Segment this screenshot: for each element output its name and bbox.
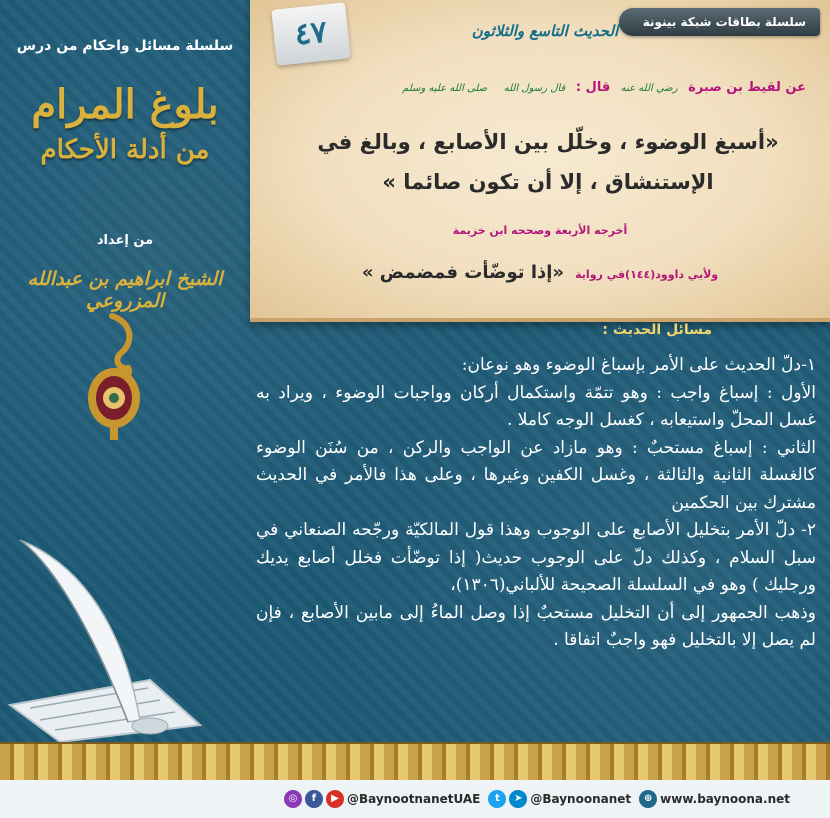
masael-paragraph: ١-دلّ الحديث على الأمر بإسباغ الوضوء وهو نوعان: (461, 355, 816, 375)
hadith-card (250, 0, 830, 322)
other-narration-text: «إذا توضّأت فمضمض » (361, 262, 565, 283)
masael-body (256, 352, 816, 655)
other-narration-prefix: ولأبي داوود(١٤٤)في رواية (575, 268, 719, 281)
instagram-icon[interactable]: ◎ (284, 790, 302, 808)
series-label: سلسلة مسائل واحكام من درس (16, 38, 234, 54)
social-group-2 (488, 790, 631, 808)
social-group-1 (284, 790, 480, 808)
masael-paragraph: الثاني : إسباغ مستحبٌ : وهو مازاد عن الواجب والركن ، من سُنَن الوضوء كالغسلة الثانية والثالثة ، وغسل الكفين وغيرها ، وعلى هذا فالأمر في الحديث مشترك بين الحكمين (256, 437, 816, 513)
social-handle-2[interactable]: @Baynoonanet (530, 792, 632, 806)
hadith-text: «أسبغ الوضوء ، وخلّل بين الأصابع ، وبالغ في الإستنشاق ، إلا أن تكون صائما » (317, 130, 779, 194)
facebook-icon[interactable]: f (305, 790, 323, 808)
card-number-badge: ٤٧ (271, 2, 350, 65)
narrator-name: عن لقيط بن صبرة (688, 80, 806, 95)
salla-text: صلى الله عليه وسلم (402, 83, 488, 94)
youtube-icon[interactable]: ▶ (326, 790, 344, 808)
website-group (639, 790, 790, 808)
author-name: الشيخ ابراهيم بن عبدالله المزروعي (27, 268, 223, 312)
series-tag: سلسلة بطاقات شبكة بينونة (619, 8, 820, 36)
twitter-icon[interactable]: t (488, 790, 506, 808)
qala-text: قال : (575, 80, 611, 95)
qala-rasul-text: قال رسول الله (503, 83, 566, 94)
left-panel (0, 0, 250, 740)
website-link[interactable]: www.baynoona.net (660, 792, 790, 806)
radiya-text: رضي الله عنه (620, 83, 678, 94)
book-title-sub: من أدلة الأحكام (40, 135, 210, 165)
telegram-icon[interactable]: ➤ (509, 790, 527, 808)
quill-and-paper-icon (0, 530, 215, 745)
masael-paragraph: الأول : إسباغ واجب : وهو تتمّة واستكمال أركان وواجبات الوضوء ، ويراد به غسل المحلّ واستيعابه ، كغسل الوجه كاملا . (256, 382, 816, 430)
narrator-line (402, 80, 806, 95)
footer-bar (0, 780, 830, 818)
takhrij-text: أخرجه الأربعة وصححه ابن خزيمة (452, 224, 628, 237)
ornament-band (0, 742, 830, 782)
hadith-number-title: الحديث التاسع والثلاثون (471, 22, 619, 40)
other-narration (290, 262, 790, 283)
masael-title: مسائل الحديث : (602, 322, 712, 338)
book-title-main: بلوغ المرام (31, 81, 219, 128)
globe-icon[interactable]: ⊕ (639, 790, 657, 808)
masael-paragraph: وذهب الجمهور إلى أن التخليل مستحبٌ إذا وصل الماءُ إلى مابين الأصابع ، فإن لم يصل إلا بالتخليل فهو واجبٌ اتفاقا . (256, 602, 816, 650)
social-handle-1[interactable]: @BaynootnanetUAE (346, 792, 481, 806)
prepared-by-label: من إعداد (96, 233, 154, 248)
masael-paragraph: ٢- دلّ الأمر بتخليل الأصابع على الوجوب وهذا قول المالكيّة ورجّحه الصنعاني في سبل السلام ، وكذلك دلّ على الوجوب حديث( إذا توضّأت فخلل أصابع يديك ورجليك ) وهو في السلسلة الصحيحة للألباني(١٣٠٦)، (256, 520, 816, 595)
book-title (10, 78, 240, 168)
baynoona-logo-icon (72, 312, 162, 442)
